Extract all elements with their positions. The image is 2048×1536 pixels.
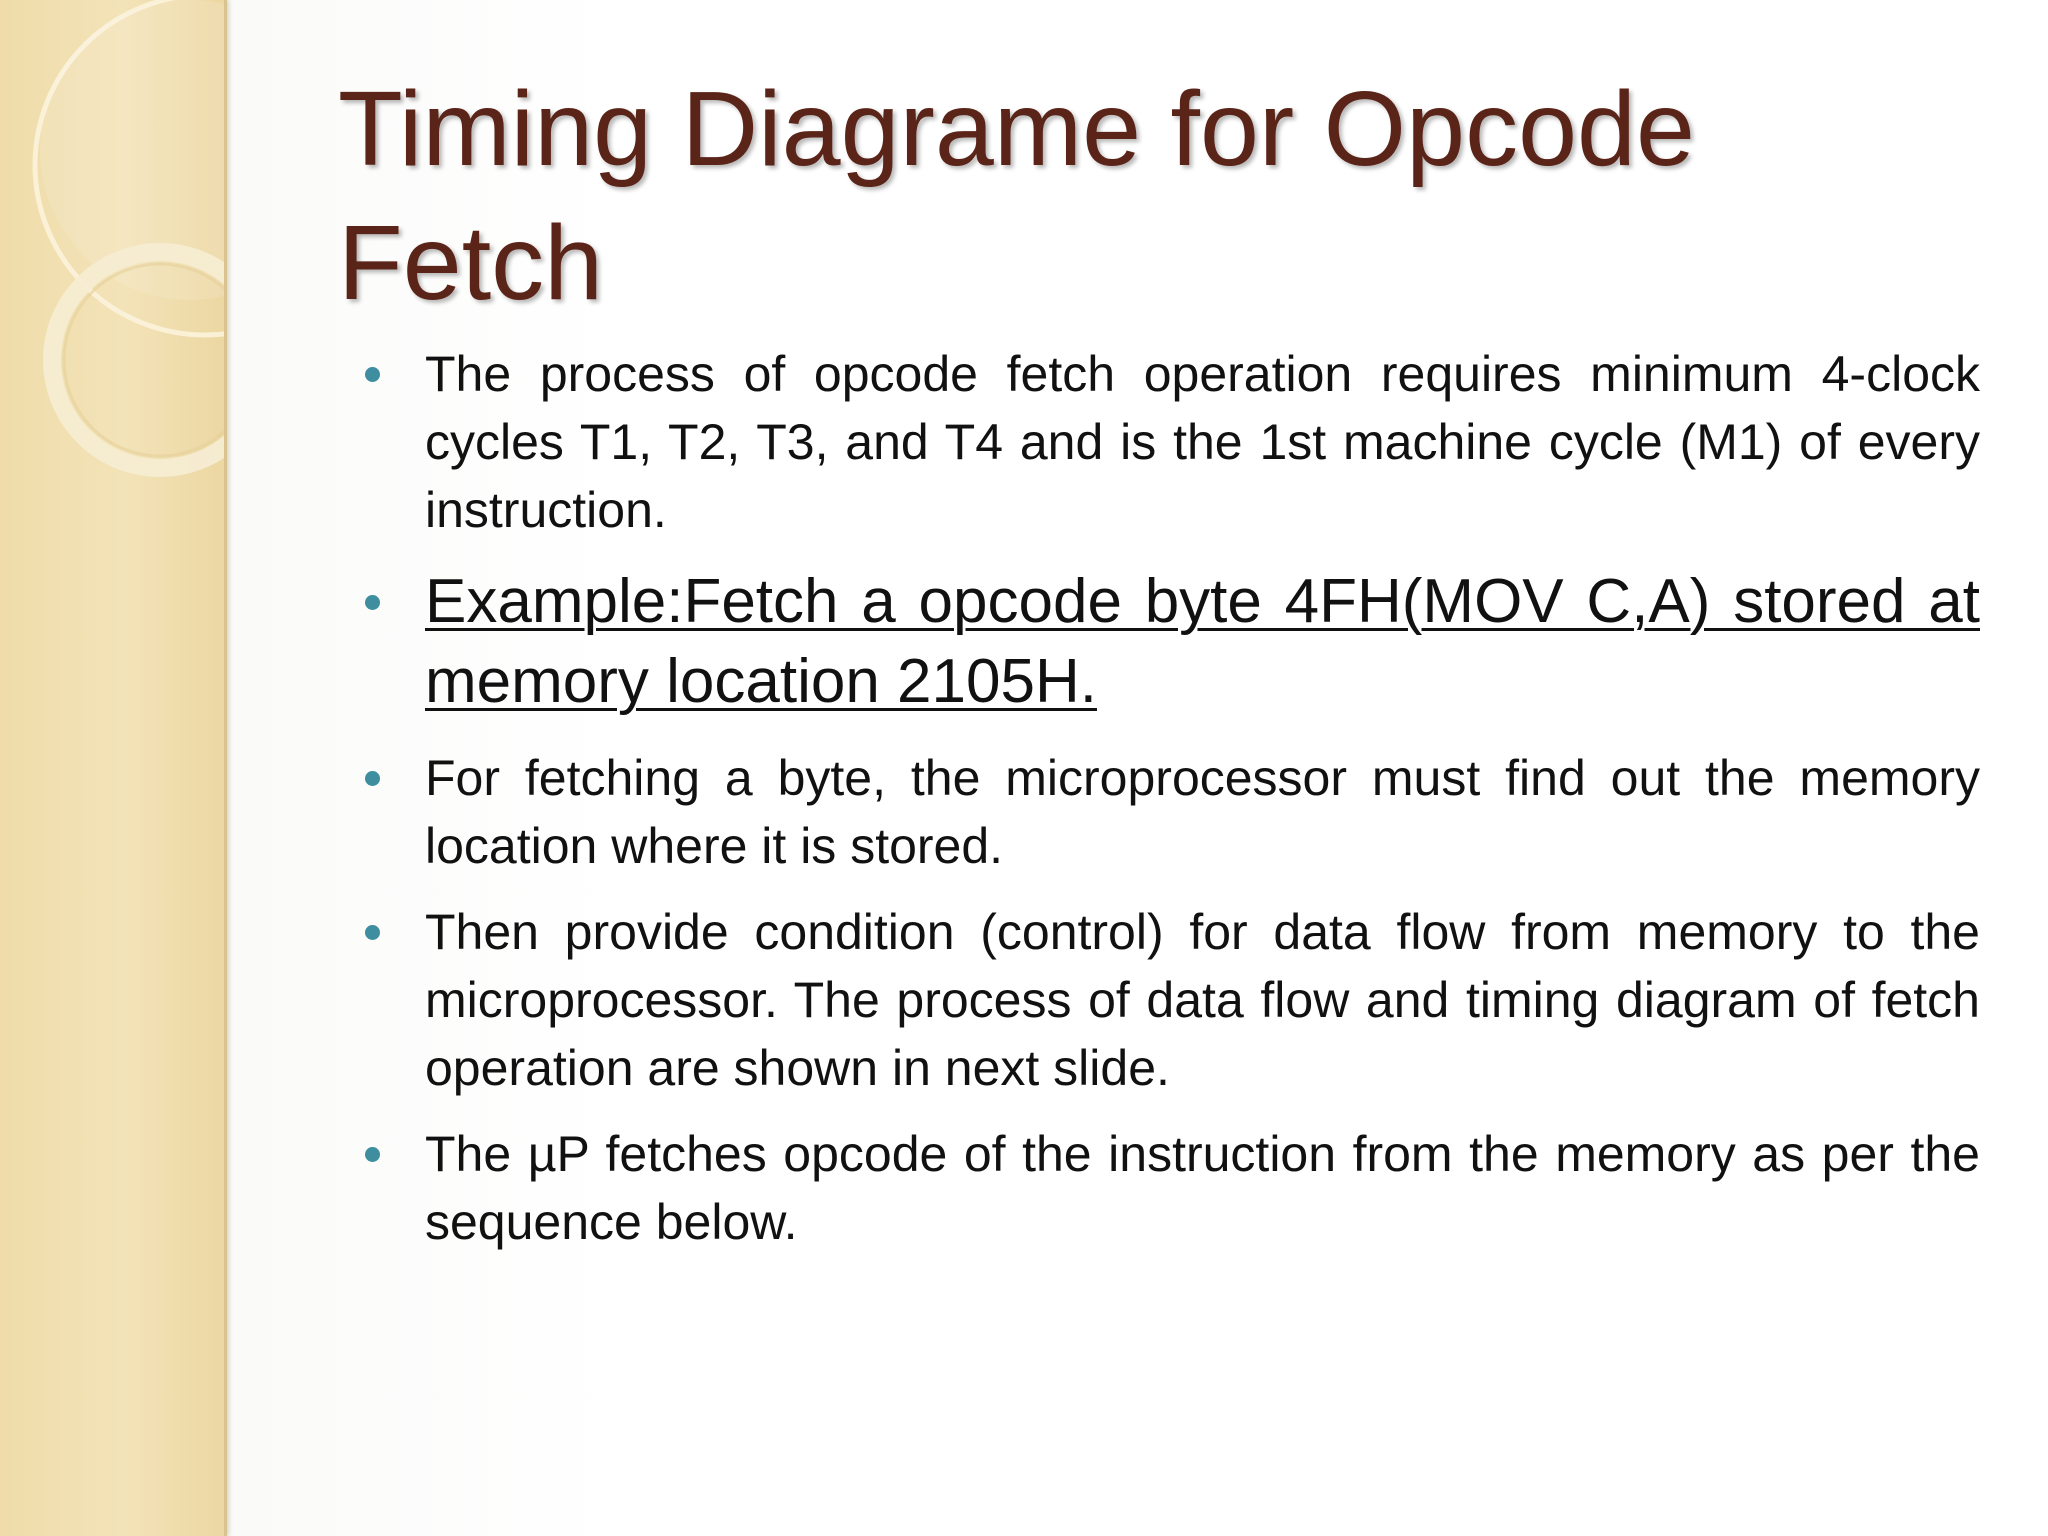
side-panel-edge	[224, 0, 227, 1536]
bullet-dot-icon	[365, 771, 380, 786]
bullet-dot-icon	[365, 595, 380, 610]
bullet-text: Then provide condition (control) for data flow from memory to the microprocessor. The process of data flow and timing diagram of fetch operation are shown in next slide.	[425, 904, 1980, 1096]
slide-content	[330, 0, 1980, 1536]
bullet-text-example: Example:Fetch a opcode byte 4FH(MOV C,A) stored at memory location 2105H.	[425, 567, 1980, 716]
bullet-dot-icon	[365, 1147, 380, 1162]
bullet-dot-icon	[365, 925, 380, 940]
bullet-text: For fetching a byte, the microprocessor must find out the memory location where it is stored.	[425, 750, 1980, 874]
decorative-side-panel	[0, 0, 227, 1536]
bullet-dot-icon	[365, 367, 380, 382]
slide-title: Timing Diagrame for Opcode Fetch	[338, 70, 1695, 322]
bullet-text: The process of opcode fetch operation requires minimum 4-clock cycles T1, T2, T3, and T4 and is the 1st machine cycle (M1) of every instruction.	[425, 346, 1980, 538]
bullet-item	[330, 340, 1980, 544]
bullet-text: The µP fetches opcode of the instruction from the memory as per the sequence below.	[425, 1126, 1980, 1250]
bullet-item	[330, 898, 1980, 1102]
bullet-list	[330, 340, 1980, 1274]
decorative-rings-icon	[0, 0, 227, 560]
bullet-item-example	[330, 562, 1980, 722]
bullet-item	[330, 1120, 1980, 1256]
bullet-item	[330, 744, 1980, 880]
